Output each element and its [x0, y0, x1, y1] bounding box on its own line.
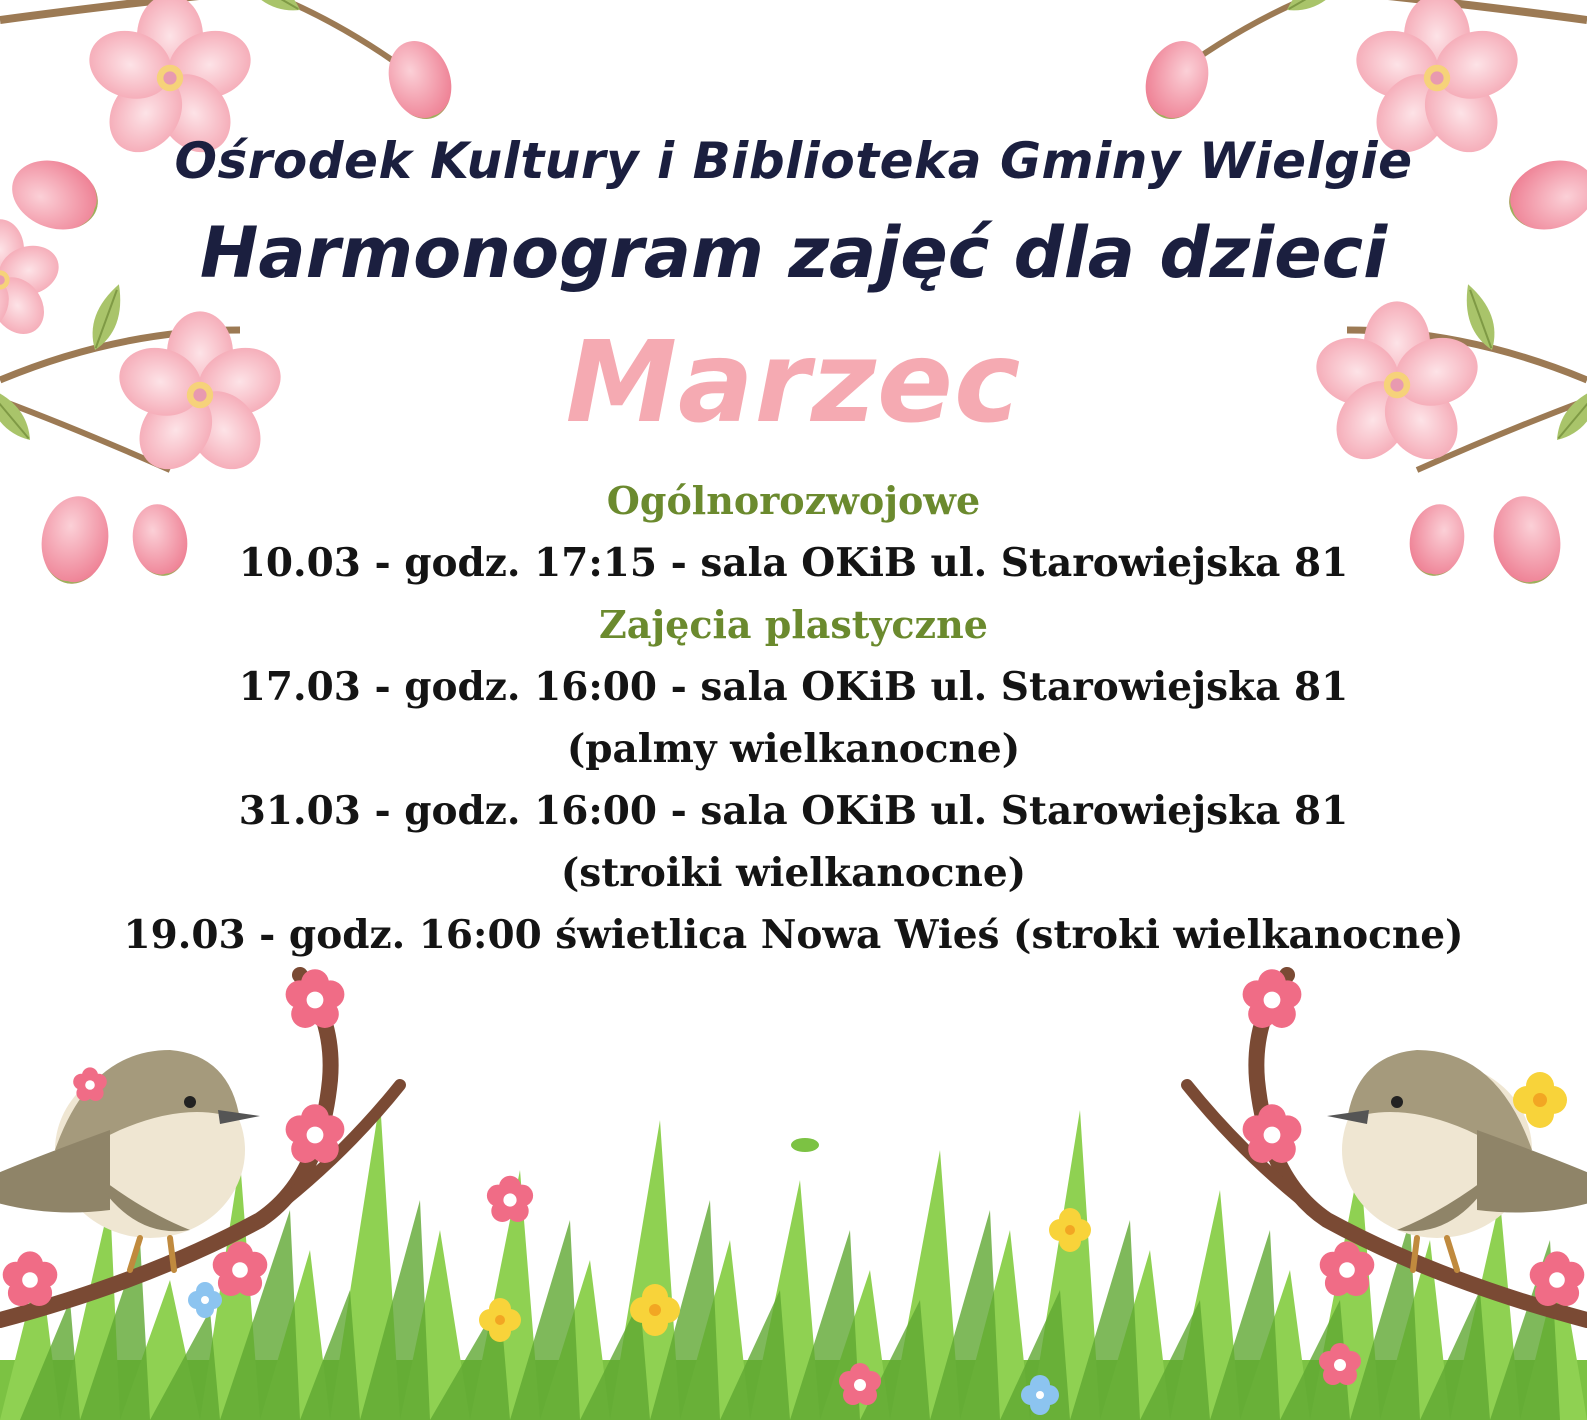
section-title-art: Zajęcia plastyczne: [599, 602, 988, 647]
schedule: [0, 470, 1587, 966]
bird-icon: [0, 969, 400, 1320]
organization-name: Ośrodek Kultury i Biblioteka Gminy Wielgie: [174, 132, 1413, 190]
bird-icon: [1187, 969, 1587, 1320]
section-title-general: Ogólnorozwojowe: [606, 478, 981, 523]
schedule-entry-note: (stroiki wielkanocne): [560, 850, 1027, 896]
schedule-entry: 17.03 - godz. 16:00 - sala OKiB ul. Starowiejska 81: [238, 664, 1349, 710]
schedule-entry: 19.03 - godz. 16:00 świetlica Nowa Wieś (stroki wielkanocne): [123, 912, 1464, 958]
schedule-entry-note: (palmy wielkanocne): [566, 726, 1021, 772]
schedule-entry: 31.03 - godz. 16:00 - sala OKiB ul. Starowiejska 81: [238, 788, 1349, 834]
month-title: Marzec: [565, 318, 1022, 448]
page-title: Harmonogram zajęć dla dzieci: [199, 212, 1388, 294]
schedule-entry: 10.03 - godz. 17:15 - sala OKiB ul. Starowiejska 81: [238, 540, 1349, 586]
